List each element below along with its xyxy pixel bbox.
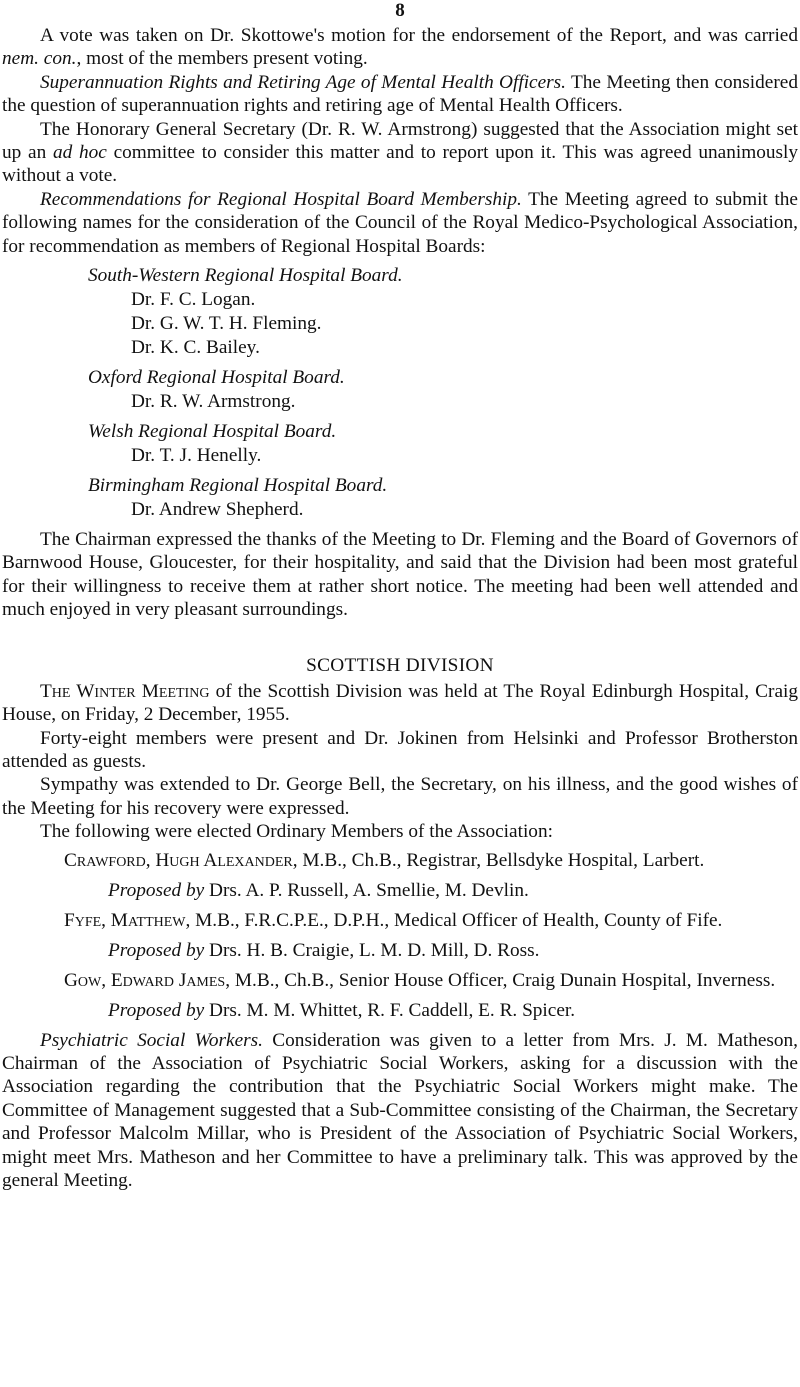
board-oxford [2, 366, 798, 414]
board-member: Dr. R. W. Armstrong. [131, 391, 296, 413]
winter-meeting-lead: The Winter Meeting [40, 680, 210, 702]
paragraph-psychiatric-social-workers: Psychiatric Social Workers. Consideration was given to a letter from Mrs. J. M. Matheson, Chairman of the Association of Psychiatric Social Workers, asking for a discussion with the Association regarding the contribution that the Psychiatric Social Workers might make. The Committee of Management suggested that a Sub-Committee consisting of the Chairman, the Secretary and Professor Malcolm Millar, who is President of the Association of Psychiatric Social Workers, might meet Mrs. Matheson and her Committee to have a preliminary talk. This was approved by the general Meeting. [2, 1029, 799, 1191]
section-title-psw: Psychiatric Social Workers. [40, 1029, 263, 1051]
proposers: Drs. H. B. Craigie, L. M. D. Mill, D. Ross. [204, 939, 540, 961]
paragraph-recommendations: Recommendations for Regional Hospital Board Membership. The Meeting agreed to submit the following names for the consideration of the Council of the Royal Medico-Psychological Association, for recommendation as members of Regional Hospital Boards: [2, 188, 798, 257]
proposed-label: Proposed by [108, 939, 205, 961]
member-name: Gow, Edward James, [64, 969, 231, 991]
board-member: Dr. K. C. Bailey. [131, 337, 260, 359]
proposed-label: Proposed by [108, 879, 205, 901]
proposers: Drs. M. M. Whittet, R. F. Caddell, E. R. Spicer. [204, 999, 576, 1021]
member-name: Crawford, Hugh Alexander, [64, 849, 298, 871]
elected-member-fyfe [2, 909, 798, 963]
page-number: 8 [395, 0, 405, 21]
board-title: Welsh Regional Hospital Board. [88, 421, 337, 443]
board-birmingham [2, 474, 798, 522]
board-title: South-Western Regional Hospital Board. [88, 265, 403, 287]
board-south-western [2, 264, 798, 360]
section-heading: SCOTTISH DIVISION [306, 654, 494, 676]
section-title-recommendations: Recommendations for Regional Hospital Board Membership. [40, 188, 522, 210]
paragraph-superannuation: Superannuation Rights and Retiring Age of Mental Health Officers. The Meeting then considered the question of superannuation rights and retiring age of Mental Health Officers. [2, 71, 798, 117]
member-details: M.B., Ch.B., Registrar, Bellsdyke Hospital, Larbert. [297, 849, 705, 871]
member-details: M.B., Ch.B., Senior House Officer, Craig Dunain Hospital, Inverness. [230, 969, 776, 991]
elected-member-crawford [2, 849, 798, 903]
board-welsh [2, 420, 798, 468]
board-title: Birmingham Regional Hospital Board. [88, 475, 388, 497]
paragraph-vote: A vote was taken on Dr. Skottowe's motion for the endorsement of the Report, and was carried nem. con., most of the members present voting. [2, 25, 798, 70]
paragraph-sympathy: Sympathy was extended to Dr. George Bell, the Secretary, on his illness, and the good wishes of the Meeting for his recovery were expressed. [2, 774, 798, 819]
paragraph-secretary-suggestion: The Honorary General Secretary (Dr. R. W. Armstrong) suggested that the Association might set up an ad hoc committee to consider this matter and to report upon it. This was agreed unanimously without a vote. [2, 118, 798, 187]
proposed-label: Proposed by [108, 999, 205, 1021]
board-member: Dr. G. W. T. H. Fleming. [131, 313, 322, 335]
board-member: Dr. F. C. Logan. [131, 289, 256, 311]
section-title-superannuation: Superannuation Rights and Retiring Age of Mental Health Officers. [40, 71, 566, 93]
ad-hoc: ad hoc [52, 142, 107, 164]
nem-con: nem. con. [2, 48, 77, 70]
proposers: Drs. A. P. Russell, A. Smellie, M. Devlin. [204, 879, 529, 901]
elected-member-gow [2, 969, 798, 1023]
board-member: Dr. T. J. Henelly. [131, 445, 262, 467]
paragraph-chairman-thanks: The Chairman expressed the thanks of the Meeting to Dr. Fleming and the Board of Governors of Barnwood House, Gloucester, for their hospitality, and said that the Division had been most grateful for their willingness to receive them at rather short notice. The meeting had been well attended and much enjoyed in very pleasant surroundings. [2, 529, 798, 621]
paragraph-attendance: Forty-eight members were present and Dr. Jokinen from Helsinki and Professor Brotherston attended as guests. [2, 727, 798, 772]
member-name: Fyfe, Matthew, [64, 909, 191, 931]
board-title: Oxford Regional Hospital Board. [88, 367, 345, 389]
paragraph-winter-meeting: The Winter Meeting of the Scottish Division was held at The Royal Edinburgh Hospital, Craig House, on Friday, 2 December, 1955. [2, 680, 798, 726]
member-details: M.B., F.R.C.P.E., D.P.H., Medical Officer of Health, County of Fife. [190, 909, 723, 931]
board-member: Dr. Andrew Shepherd. [131, 499, 304, 521]
paragraph-elected-intro: The following were elected Ordinary Members of the Association: [40, 821, 553, 843]
section-gap [2, 622, 798, 654]
